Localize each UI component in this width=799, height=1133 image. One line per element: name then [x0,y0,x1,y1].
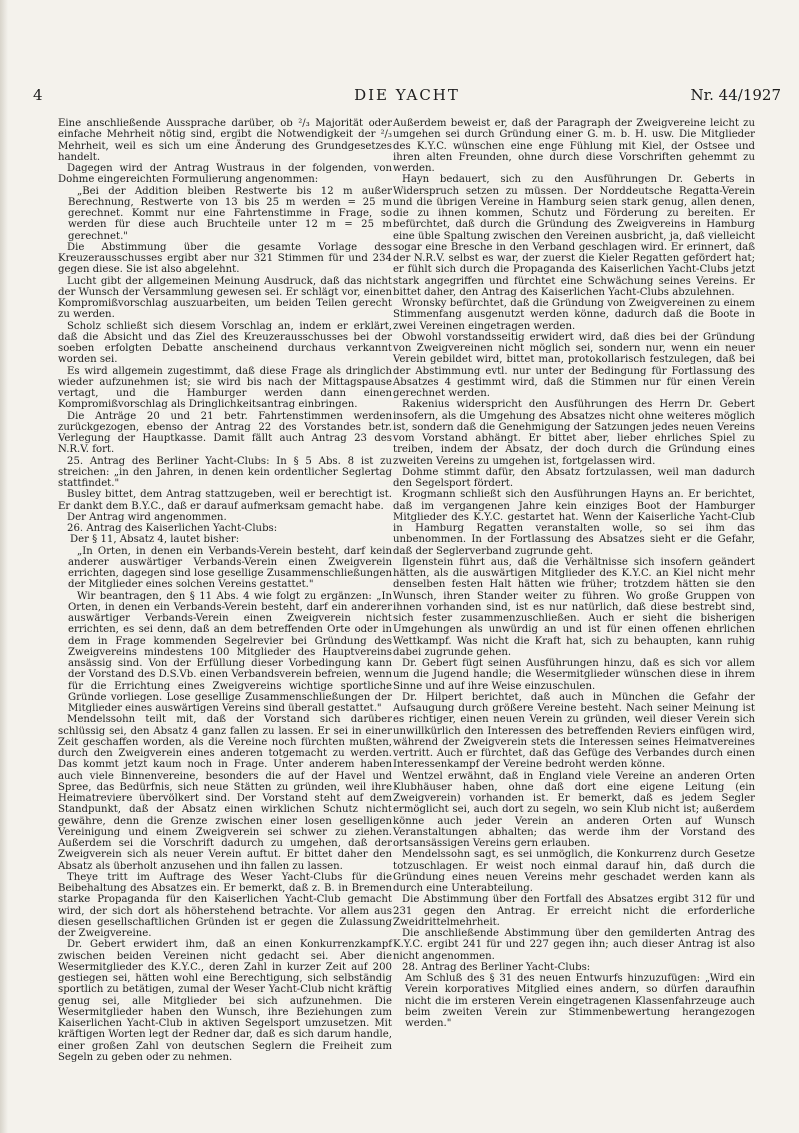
paragraph: Am Schluß des § 31 des neuen Entwurfs hinzuzufügen: „Wird ein Verein korporatives Mitglied eines andern, so dürfen daraufhin nicht die im ersteren Verein eingetragenen Klassenfahrzeuge auch beim zweiten Verein zur Stimmenbewertung herangezogen werden." [405,973,755,1029]
quoted-motion: „Bei der Addition bleiben Restwerte bis 12 m außer Berechnung, Restwerte von 13 bis 25 m werden = 25 m gerechnet. Kommt nur eine Fahrtenstimme in Frage, so werden für diese auch Bruchteile unter 12 m = 25 m gerechnet." [68,185,392,242]
magazine-title: DIE YACHT [354,86,460,104]
right-column [393,118,755,1029]
paragraph: Scholz schließt sich diesem Vorschlag an, indem er erklärt, daß die Absicht und das Ziel des Kreuzerausschusses bei der soeben erfolgten Debatte anscheinend durchaus verkannt worden sei. [58,320,392,366]
paragraph: Es wird allgemein zugestimmt, daß diese Frage als dringlich wieder aufzunehmen ist; sie wird bis nach der Mittagspause vertagt, und die Hamburger werden dann einen Kompromißvorschlag als Dringlichkeitsantrag einbringen. [58,365,392,411]
paragraph: Dr. Gebert fügt seinen Ausführungen hinzu, daß es sich vor allem um die Jugend handle; die Wesermitglieder wünschen diese in ihrem Sinne und auf ihre Weise einzuschulen. [393,658,755,692]
paragraph: Busley bittet, dem Antrag stattzugeben, weil er berechtigt ist. Er dankt dem B.Y.C., daß er darauf aufmerksam gemacht habe. [58,489,392,512]
paragraph: Lucht gibt der allgemeinen Meinung Ausdruck, daß das nicht der Wunsch der Versammlung gewesen sei. Er schlägt vor, einen Kompromißvorschlag auszuarbeiten, um beiden Teilen gerecht zu werden. [58,275,392,321]
paragraph: Die Abstimmung über den Fortfall des Absatzes ergibt 312 für und 231 gegen den Antrag. Er erreicht nicht die erforderliche Zweidrittelmehrheit. [393,894,755,928]
paragraph: Die Anträge 20 und 21 betr. Fahrtenstimmen werden zurückgezogen, ebenso der Antrag 22 des Vorstandes betr. Verlegung der Hauptkasse. Damit fällt auch Antrag 23 des N.R.V. fort. [58,410,392,456]
issue-number: Nr. 44/1927 [690,86,781,104]
paragraph: Außerdem beweist er, daß der Paragraph der Zweigvereine leicht zu umgehen sei durch Gründung einer G. m. b. H. usw. Die Mitglieder des K.Y.C. wünschen eine enge Fühlung mit Kiel, der Ostsee und ihren alten Freunden, ohne durch diese Vorschriften gehemmt zu werden. [393,118,755,174]
paragraph: Der Antrag wird angenommen. [67,511,227,523]
paragraph: Der § 11, Absatz 4, lautet bisher: [70,534,240,546]
paragraph: Die anschließende Abstimmung über den gemilderten Antrag des K.Y.C. ergibt 241 für und 227 gegen ihn; auch dieser Antrag ist also nicht angenommen. [393,928,755,962]
paragraph: Mendelssohn teilt mit, daß der Vorstand sich darüber schlüssig sei, den Absatz 4 ganz fallen zu lassen. Er sei in einer Zeit geschaffen worden, als die Vereine noch fürchten mußten, durch den Zweigverein eines anderen totgemacht zu werden. Das kommt jetzt kaum noch in Frage. Unter anderem haben auch viele Binnenvereine, besonders die auf der Havel und Spree, das Bedürfnis, sich neue Stätten zu gründen, weil ihre Heimatreviere übervölkert sind. Der Vorstand steht auf dem Standpunkt, daß der Absatz einen wirklichen Schutz nicht gewähre, denn die Grenze zwischen einer losen geselligen Vereinigung und einem Zweigverein sei schwer zu ziehen. Außerdem sei die Vorschrift dadurch zu umgehen, daß der Zweigverein sich als neuer Verein auftut. Er bittet daher den Absatz als überholt anzusehen und ihn fallen zu lassen. [58,714,392,872]
paragraph: Theye tritt im Auftrage des Weser Yacht-Clubs für die Beibehaltung des Absatzes ein. Er bemerkt, daß z. B. in Bremen starke Propaganda für den Kaiserlichen Yacht-Club gemacht wird, der sich dort als höherstehend betrachte. Vor allem aus diesen gesellschaftlichen Gründen ist er gegen die Zulassung der Zweigvereine. [58,871,392,939]
paragraph: Mendelssohn sagt, es sei unmöglich, die Konkurrenz durch Gesetze totzuschlagen. Er weist noch einmal darauf hin, daß durch die Gründung eines neuen Vereins mehr geschadet werden kann als durch eine Unterabteilung. [393,849,755,894]
page-header [33,86,781,110]
paragraph: 25. Antrag des Berliner Yacht-Clubs: In § 5 Abs. 8 ist zu streichen: „in den Jahren, in denen kein ordentlicher Seglertag stattfindet." [58,455,392,489]
paragraph: Dagegen wird der Antrag Wustraus in der folgenden, von Dohme eingereichten Formulierung angenommen: [58,163,392,186]
paragraph: Krogmann schließt sich den Ausführungen Hayns an. Er berichtet, daß im vergangenen Jahre kein einziges Boot der Hamburger Mitglieder des K.Y.C. gestartet hat. Wenn der Kaiserliche Yacht-Club in Hamburg Regatten veranstalten wolle, so sei ihm das unbenommen. In der Fortlassung des Absatzes sieht er die Gefahr, daß der Seglerverband zugrunde geht. [393,489,755,557]
quoted-text: Wir beantragen, den § 11 Abs. 4 wie folgt zu ergänzen: „In Orten, in denen ein Verbands-Verein besteht, darf ein anderer auswärtiger Verbands-Verein einen Zweigverein nicht errichten, es sei denn, daß an dem betreffenden Orte oder in dem in Frage kommenden Segelrevier bei Gründung des Zweigvereins mindestens 100 Mitglieder des Hauptvereins ansässig sind. Von der Erfüllung dieser Vorbedingung kann der Vorstand des D.S.Vb. einen Verbandsverein befreien, wenn für die Errichtung eines Zweigvereins wichtige sportliche Gründe vorliegen. Lose gesellige Zusammenschließungen der Mitglieder eines auswärtigen Vereins sind überall gestattet." [68,590,392,714]
page-number: 4 [33,86,43,104]
quoted-text: „In Orten, in denen ein Verbands-Verein besteht, darf kein anderer auswärtiger Verbands-Verein einen Zweigverein errichten, dagegen sind lose gesellige Zusammenschließungen der Mitglieder eines solchen Vereins gestattet." [68,545,392,591]
left-column [58,118,392,1063]
paragraph: Ilgenstein führt aus, daß die Verhältnisse sich insofern geändert hätten, als die auswärtigen Mitglieder des K.Y.C. an Kiel nicht mehr denselben festen Halt hätten wie früher; trotzdem hätten sie den Wunsch, ihren Stander weiter zu führen. Wo große Gruppen von ihnen vorhanden sind, ist es nur natürlich, daß diese bestrebt sind, sich fester zusammenzuschließen. Auch er sieht die bisherigen Umgehungen als unwürdig an und ist für einen offenen ehrlichen Wettkampf. Was nicht die Kraft hat, sich zu behaupten, kann ruhig dabei zugrunde gehen. [393,556,755,658]
paragraph: Obwohl vorstandsseitig erwidert wird, daß dies bei der Gründung von Zweigvereinen nicht möglich sei, sondern nur, wenn ein neuer Verein gebildet wird, bittet man, protokollarisch festzulegen, daß bei der Abstimmung evtl. nur unter der Bedingung für Fortlassung des Absatzes 4 gestimmt wird, daß die Stimmen nur für einen Verein gerechnet werden. [393,331,755,399]
paragraph: Wentzel erwähnt, daß in England viele Vereine an anderen Orten Klubhäuser haben, ohne daß dort eine eigene Leitung (ein Zweigverein) vorhanden ist. Er bemerkt, daß es jedem Segler ermöglicht sei, auch dort zu segeln, wo sein Klub nicht ist; außerdem könne auch jeder Verein an anderen Orten auf Wunsch Veranstaltungen abhalten; das werde ihm der Vorstand des ortsansässigen Vereins gern erlauben. [393,770,755,849]
paragraph: Wronsky befürchtet, daß die Gründung von Zweigvereinen zu einem Stimmenfang ausgenutzt werden könne, dadurch daß die Boote in zwei Vereinen eingetragen werden. [393,298,755,332]
paragraph: Die Abstimmung über die gesamte Vorlage des Kreuzerausschusses ergibt aber nur 321 Stimmen für und 234 gegen diese. Sie ist also abgelehnt. [58,241,392,276]
motion-heading: 26. Antrag des Kaiserlichen Yacht-Clubs: [67,523,278,534]
paragraph: Dr. Hilpert berichtet, daß auch in München die Gefahr der Aufsaugung durch größere Vereine besteht. Nach seiner Meinung ist es richtiger, einen neuen Verein zu gründen, weil dieser Verein sich unwillkürlich den Interessen des betreffenden Reviers einfügen wird, während der Zweigverein stets die Interessen seines Heimatvereines vertritt. Auch er fürchtet, daß das Gefüge des Verbandes durch einen Interessenkampf der Vereine bedroht werden könne. [393,691,755,771]
paragraph: Eine anschließende Aussprache darüber, ob ²/₃ Majorität oder einfache Mehrheit nötig sind, ergibt die Notwendigkeit der ²/₃ Mehrheit, weil es sich um eine Änderung des Grundgesetzes handelt. [58,118,392,163]
paragraph: Rakenius widerspricht den Ausführungen des Herrn Dr. Gebert insofern, als die Umgehung des Absatzes nicht ohne weiteres möglich ist, sondern daß die Genehmigung der Satzungen jedes neuen Vereins vom Vorstand abhängt. Er bittet aber, lieber ehrliches Spiel zu treiben, indem der Absatz, der doch durch die Gründung eines zweiten Vereins zu umgehen ist, fortgelassen wird. [393,399,755,467]
paragraph: Dr. Gebert erwidert ihm, daß an einen Konkurrenzkampf zwischen beiden Vereinen nicht gedacht sei. Aber die Wesermitglieder des K.Y.C., deren Zahl in kurzer Zeit auf 200 gestiegen sei, hätten wohl eine Berechtigung, sich selbständig sportlich zu betätigen, zumal der Weser Yacht-Club nicht kräftig genug sei, alle Mitglieder bei sich aufzunehmen. Die Wesermitglieder haben den Wunsch, ihre Beziehungen zum Kaiserlichen Yacht-Club in aktiven Segelsport umzusetzen. Mit kräftigen Worten legt der Redner dar, daß es sich darum handle, einer großen Zahl von deutschen Seglern die Freiheit zum Segeln zu geben oder zu nehmen. [58,939,392,1063]
motion-heading: 28. Antrag des Berliner Yacht-Clubs: [402,961,591,973]
paragraph: Hayn bedauert, sich zu den Ausführungen Dr. Geberts in Widerspruch setzen zu müssen. Der Norddeutsche Regatta-Verein und die übrigen Vereine in Hamburg seien stark genug, allen denen, die zu ihnen kommen, Schutz und Förderung zu bereiten. Er befürchtet, daß durch die Gründung des Zweigvereins in Hamburg eine üble Spaltung zwischen den Vereinen ausbricht, ja, daß vielleicht sogar eine Bresche in den Verband geschlagen wird. Er erinnert, daß der N.R.V. selbst es war, der zuerst die Kieler Regatten gefördert hat; er fühlt sich durch die Propaganda des Kaiserlichen Yacht-Clubs jetzt stark angegriffen und fürchtet eine Schwächung seines Vereins. Er bittet daher, den Antrag des Kaiserlichen Yacht-Clubs abzulehnen. [393,174,755,298]
paragraph: Dohme stimmt dafür, den Absatz fortzulassen, weil man dadurch den Segelsport fördert. [393,466,755,489]
